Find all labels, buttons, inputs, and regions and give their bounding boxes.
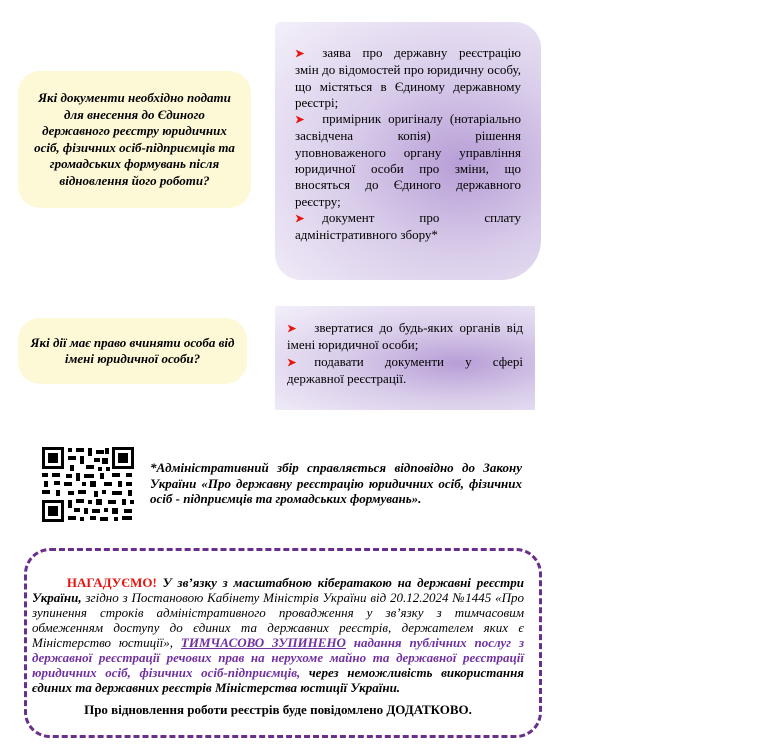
- answer-documents-item-text: документ про сплату адміністративного збору*: [295, 209, 521, 243]
- answer-box-actions: [275, 306, 535, 410]
- answer-actions-item: [287, 354, 523, 388]
- question-documents-text: Які документи необхідно подати для внесення до Єдиного державного реєстру юридичних осіб, фізичних осіб-підприємців та громадських формувань після відновлення його роботи?: [34, 90, 235, 188]
- arrow-bullet-icon: ➤: [287, 356, 297, 369]
- answer-documents-item: [295, 210, 521, 244]
- notice-part4: через неможливість використання єдиних та державних реєстрів Міністерства юстиції України.: [32, 665, 524, 695]
- notice-part1: У зв’язку з масштабною кібератакою на державні реєстри України,: [32, 575, 525, 605]
- footnote-text: *Адміністративний збір справляється відповідно до Закону України «Про державну реєстрацію юридичних осіб, фізичних осіб - підприємців та громадських формувань».: [150, 460, 522, 506]
- notice-part2: згідно з Постановою Кабінету Міністрів України від 20.12.2024 №1445 «Про зупинення строків адміністративного провадження у зв’язку з тимчасовим обмеженням доступу до єдиних та державних реєстрів, держателем яких є Міністерство юстиції»,: [32, 590, 524, 650]
- answer-documents-item-text: заява про державну реєстрацію змін до відомостей про юридичну особу, що містяться в Єдиному державному реєстрі;: [295, 45, 521, 110]
- arrow-bullet-icon: ➤: [295, 114, 305, 127]
- notice-suspended: ТИМЧАСОВО ЗУПИНЕНО: [180, 635, 346, 650]
- answer-actions-item-text: звертатися до будь-яких органів від імені юридичної особи;: [287, 320, 523, 353]
- question-actions-text: Які дії має право вчиняти особа від імені юридичної особи?: [30, 334, 235, 366]
- answer-actions-item: [287, 320, 523, 354]
- question-box-actions: [18, 318, 247, 384]
- answer-documents-item-text: примірник оригіналу (нотаріально засвідчена копія) рішення уповноваженого органу управління юридичної особи про зміни, що вносяться до Єдиного державного реєстру;: [295, 111, 521, 209]
- arrow-bullet-icon: ➤: [287, 323, 297, 335]
- answer-documents-item: [295, 45, 521, 111]
- notice-last-line: Про відновлення роботи реєстрів буде повідомлено ДОДАТКОВО.: [84, 702, 472, 717]
- qr-code-icon[interactable]: [42, 447, 134, 522]
- question-box-documents: [18, 71, 251, 208]
- answer-box-documents: [275, 22, 541, 280]
- notice-part3: надання публічних послуг з державної реєстрації речових прав на нерухоме майно та державної реєстрації юридичних осіб, фізичних осіб-підприємців,: [32, 635, 525, 680]
- notice-lead: НАГАДУЄМО!: [66, 575, 157, 590]
- answer-documents-item: [295, 111, 521, 210]
- arrow-bullet-icon: ➤: [295, 48, 305, 60]
- answer-actions-item-text: подавати документи у сфері державної реєстрації.: [287, 353, 523, 386]
- notice-text: [32, 575, 524, 695]
- arrow-bullet-icon: ➤: [295, 212, 305, 225]
